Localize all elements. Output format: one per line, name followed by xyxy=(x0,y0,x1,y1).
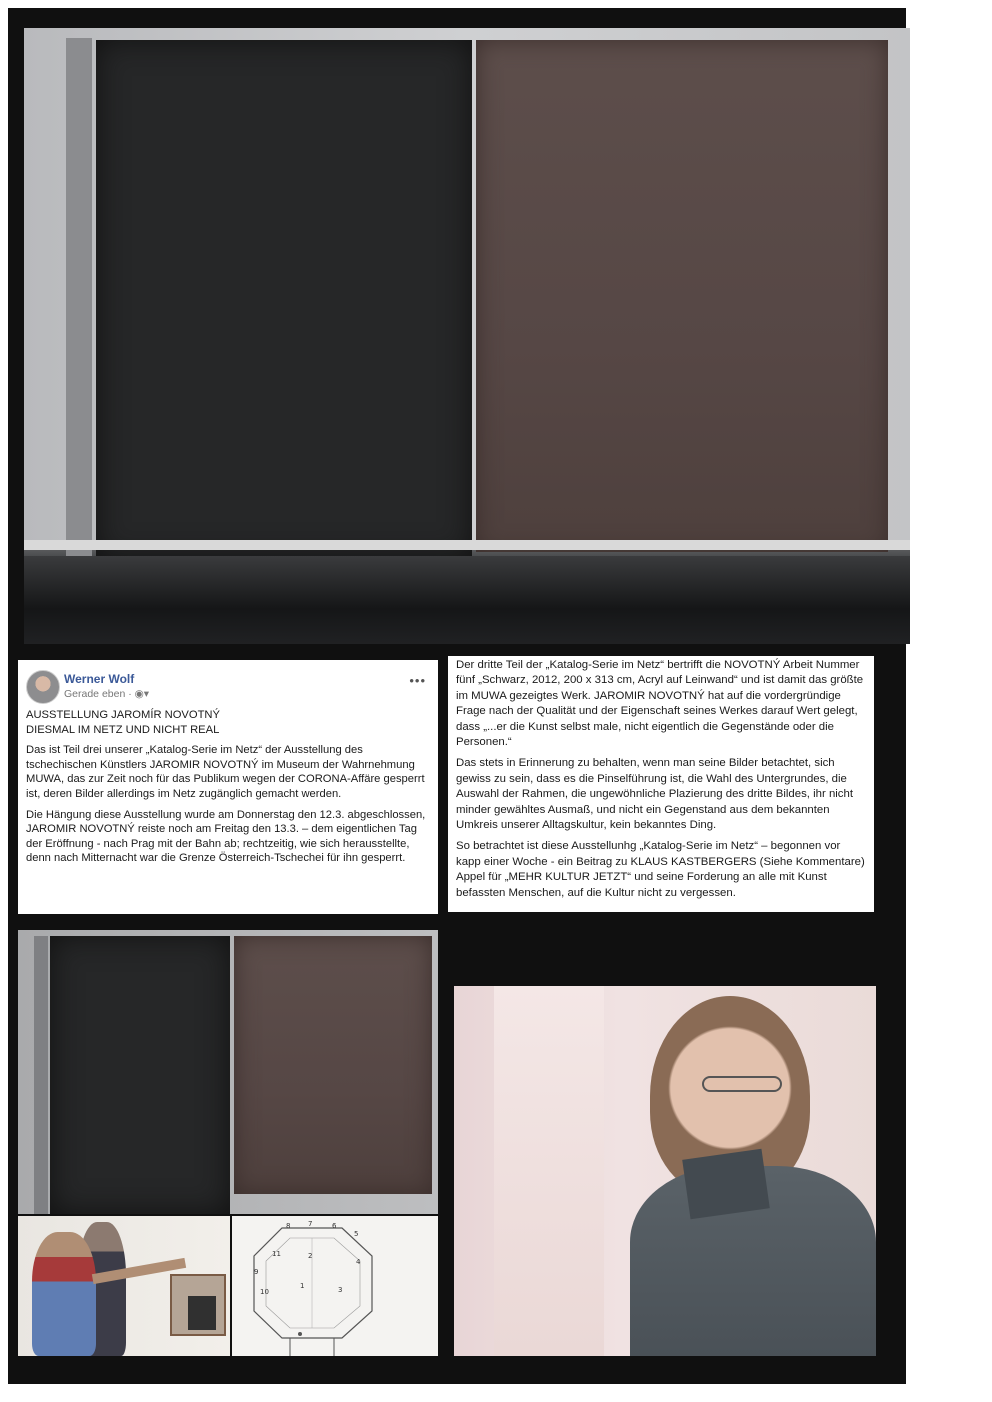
plan-label: 5 xyxy=(354,1230,359,1238)
floor-plan xyxy=(232,1216,438,1356)
plan-label: 6 xyxy=(332,1222,337,1230)
plan-label: 8 xyxy=(286,1222,291,1230)
artists-photo xyxy=(18,1216,230,1356)
gallery-floor xyxy=(24,556,910,644)
article-paragraph-3: So betrachtet ist diese Ausstellunhg „Katalog-Serie im Netz“ – begonnen vor kapp einer Woche - ein Beitrag zu KLAUS KASTBERGERS (Siehe Kommentare) Appel für „MEHR KULTUR JETZT“ und seine Forderung an alle mit Kunst befassten Menschen, auf die Kultur nicht zu vergessen. xyxy=(456,840,865,899)
plan-label: 3 xyxy=(338,1286,343,1294)
article-paragraph-1: Der dritte Teil der „Katalog-Serie im Netz“ bertrifft die NOVOTNÝ Arbeit Nummer fünf „Schwarz, 2012, 200 x 313 cm, Acryl auf Leinwand“ und ist damit das größte im MUWA gezeigtes Werk. JAROMIR NOVOTNÝ hat auf die vordergründige Frage nach der Qualität und der Eigenschaft seines Werkes darauf Wert gelegt, dass „...er die Kunst selbst male, nicht eigentlich die Gegenstände oder die Personen.“ xyxy=(456,659,864,749)
exhibition-photo-large xyxy=(24,28,910,644)
brown-painting xyxy=(476,40,888,552)
globe-icon: ◉▾ xyxy=(134,688,150,700)
black-painting xyxy=(50,936,230,1214)
plan-label: 1 xyxy=(300,1282,305,1290)
plan-label: 2 xyxy=(308,1252,313,1260)
plan-label: 7 xyxy=(308,1220,313,1228)
post-paragraph-2: Die Hängung diese Ausstellung wurde am Donnerstag den 12.3. abgeschlossen, JAROMIR NOVOTNÝ reiste noch am Freitag den 13.3. – dem eigentlichen Tag der Eröffnung - nach Prag mit der Bahn ab; rechtzeitig, wie sich herausstellte, denn nach Mitternacht war die Grenze Österreich-Tschechei für ihn gesperrt. xyxy=(26,808,426,865)
post-timestamp[interactable]: Gerade eben · xyxy=(64,688,135,700)
facebook-post xyxy=(18,660,438,914)
plan-label: 4 xyxy=(356,1258,361,1266)
plan-label: 10 xyxy=(260,1288,269,1296)
post-author[interactable]: Werner Wolf xyxy=(64,672,135,686)
artist-portrait xyxy=(454,986,876,1356)
post-meta xyxy=(64,687,149,702)
avatar[interactable] xyxy=(26,670,60,704)
exhibition-photo-small xyxy=(18,930,438,1214)
black-painting xyxy=(96,40,472,558)
post-title-line1: AUSSTELLUNG JAROMÍR NOVOTNÝ xyxy=(26,709,220,721)
plan-label: 11 xyxy=(272,1250,281,1258)
article-text xyxy=(448,656,874,912)
more-options-icon[interactable]: ••• xyxy=(409,673,426,688)
post-paragraph-1: Das ist Teil drei unserer „Katalog-Serie im Netz“ der Ausstellung des tschechischen Künstlers JAROMIR NOVOTNÝ im Museum der Wahrnehmung MUWA, das zur Zeit noch für das Publikum wegen der CORONA-Affäre gesperrt ist, deren Bilder allerdings im Netz zugänglich gemacht werden. xyxy=(26,744,425,800)
article-paragraph-2: Das stets in Erinnerung zu behalten, wenn man seine Bilder betachtet, sich gewiss zu sein, dass es die Pinselführung ist, die Wahl des Untergrundes, die Auswahl der Rahmen, die ungewöhnliche Plazierung des dritte Bildes, ihr nicht minder gewähltes Ausmaß, und nicht ein Gegenstand aus dem bekannten Umkreis unserer Alltagskultur, kein bekanntes Ding. xyxy=(456,757,853,832)
brown-painting xyxy=(234,936,432,1194)
post-title-line2: DIESMAL IM NETZ UND NICHT REAL xyxy=(26,723,220,736)
plan-label: 9 xyxy=(254,1268,259,1276)
